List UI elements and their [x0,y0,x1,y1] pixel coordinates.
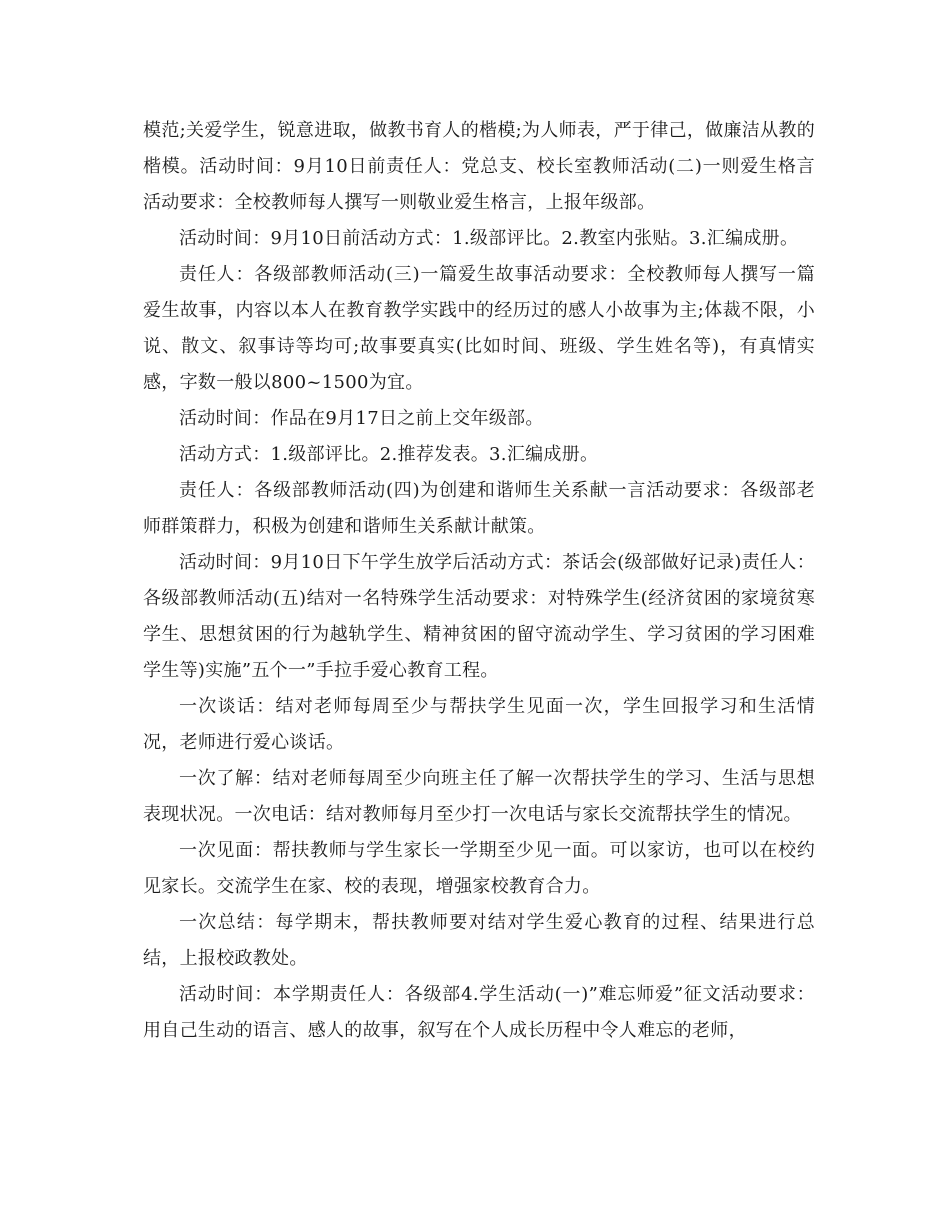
paragraph: 一次见面：帮扶教师与学生家长一学期至少见一面。可以家访，也可以在校约见家长。交流学生在家、校的表现，增强家校教育合力。 [143,840,815,897]
paragraph: 活动时间：9月10日下午学生放学后活动方式：茶话会(级部做好记录)责任人：各级部教师活动(五)结对一名特殊学生活动要求：对特殊学生(经济贫困的家境贫寒学生、思想贫困的行为越轨学生、精神贫困的留守流动学生、学习贫困的学习困难学生等)实施”五个一”手拉手爱心教育工程。 [143,552,815,681]
paragraph: 一次谈话：结对老师每周至少与帮扶学生见面一次，学生回报学习和生活情况，老师进行爱心谈话。 [143,696,815,753]
document-body [143,113,815,1049]
paragraph: 一次了解：结对老师每周至少向班主任了解一次帮扶学生的学习、生活与思想表现状况。一次电话：结对教师每月至少打一次电话与家长交流帮扶学生的情况。 [143,768,815,825]
paragraph: 活动方式：1.级部评比。2.推荐发表。3.汇编成册。 [179,444,599,465]
paragraph: 责任人：各级部教师活动(三)一篇爱生故事活动要求：全校教师每人撰写一篇爱生故事，内容以本人在教育教学实践中的经历过的感人小故事为主;体裁不限，小说、散文、叙事诗等均可;故事要真实(比如时间、班级、学生姓名等)，有真情实感，字数一般以800~1500为宜。 [143,264,815,393]
paragraph: 活动时间：9月10日前活动方式：1.级部评比。2.教室内张贴。3.汇编成册。 [179,228,799,249]
paragraph: 一次总结：每学期末，帮扶教师要对结对学生爱心教育的过程、结果进行总结，上报校政教处。 [143,912,815,969]
paragraph: 活动时间：作品在9月17日之前上交年级部。 [179,408,544,429]
paragraph: 责任人：各级部教师活动(四)为创建和谐师生关系献一言活动要求：各级部老师群策群力，积极为创建和谐师生关系献计献策。 [143,480,815,537]
paragraph: 模范;关爱学生，锐意进取，做教书育人的楷模;为人师表，严于律己，做廉洁从教的楷模。活动时间：9月10日前责任人：党总支、校长室教师活动(二)一则爱生格言活动要求：全校教师每人撰写一则敬业爱生格言，上报年级部。 [143,120,815,213]
paragraph: 活动时间：本学期责任人：各级部4.学生活动(一)”难忘师爱”征文活动要求：用自己生动的语言、感人的故事，叙写在个人成长历程中令人难忘的老师， [143,984,815,1041]
